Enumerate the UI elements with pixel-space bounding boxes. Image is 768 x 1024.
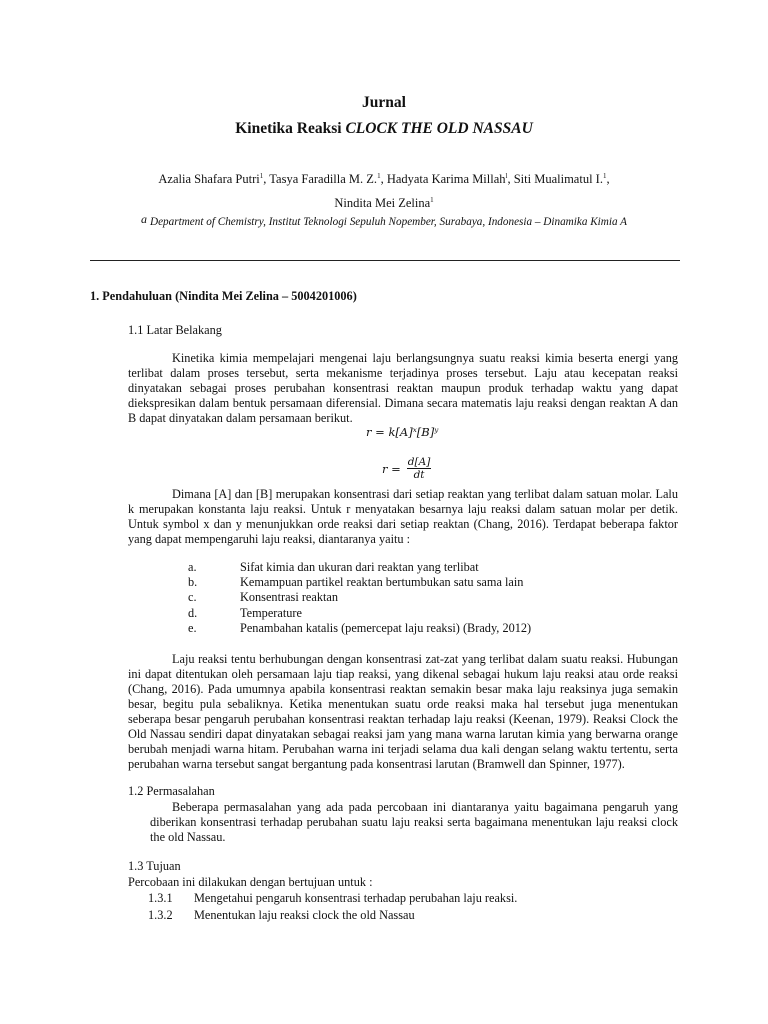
list-text: Menentukan laju reaksi clock the old Nassau xyxy=(194,908,415,923)
list-item xyxy=(148,908,517,923)
paragraph-background-2 xyxy=(128,487,678,547)
subsection-heading-objective: 1.3 Tujuan xyxy=(128,859,181,873)
paper-title xyxy=(0,120,768,138)
list-text: Konsentrasi reaktan xyxy=(240,590,338,605)
horizontal-divider xyxy=(90,260,680,261)
paragraph-problem xyxy=(150,800,678,845)
list-text: Kemampuan partikel reaktan bertumbukan satu sama lain xyxy=(240,575,524,590)
list-marker: e. xyxy=(188,620,197,635)
equation-numerator: d[A] xyxy=(407,456,431,468)
author-name: , Tasya Faradilla M. Z. xyxy=(263,172,378,187)
list-text: Sifat kimia dan ukuran dari reaktan yang terlibat xyxy=(240,560,479,574)
author-line-1 xyxy=(90,166,678,190)
list-item xyxy=(188,606,531,621)
paragraph-text: Dimana [A] dan [B] merupakan konsentrasi dari setiap reaktan yang terlibat dalam satuan molar. Lalu k merupakan konstanta laju reaksi. Untuk r menyatakan besarnya laju reaksi dalam satuan molar per detik. Untuk symbol x dan y menunjukkan orde reaksi dari setiap reaktan (Chang, 2016). Terdapat beberapa faktor yang dapat mempengaruhi laju reaksi, diantaranya yaitu : xyxy=(128,487,678,546)
list-item xyxy=(188,575,531,590)
list-text: Mengetahui pengaruh konsentrasi terhadap perubahan laju reaksi. xyxy=(194,891,518,905)
author-sup: 1 xyxy=(259,172,264,180)
factor-list xyxy=(188,560,531,636)
list-marker: 1.3.2 xyxy=(148,908,173,923)
author-sup: l xyxy=(505,172,508,180)
affiliation-text: Department of Chemistry, Institut Teknologi Sepuluh Nopember, Surabaya, Indonesia – Dinamika Kimia A xyxy=(150,216,627,228)
subsection-heading-background: 1.1 Latar Belakang xyxy=(128,323,222,337)
list-item xyxy=(188,590,531,605)
author-line-2 xyxy=(90,190,678,214)
paragraph-text: Beberapa permasalahan yang ada pada percobaan ini diantaranya yaitu bagaimana pengaruh yang diberikan konsentrasi terhadap perubahan suatu laju reaksi serta bagaimana menentukan laju reaksi clock the old Nassau. xyxy=(150,800,678,844)
paper-title-italic: CLOCK THE OLD NASSAU xyxy=(345,120,533,137)
paragraph-background-3 xyxy=(128,652,678,772)
author-sup: 1 xyxy=(602,172,607,180)
list-item xyxy=(188,621,531,636)
journal-label: Jurnal xyxy=(362,94,406,111)
author-sup: 1 xyxy=(430,196,434,205)
objective-intro: Percobaan ini dilakukan dengan bertujuan untuk : xyxy=(128,875,373,889)
list-marker: c. xyxy=(188,590,197,605)
equation-fraction xyxy=(407,456,432,481)
paragraph-text: Laju reaksi tentu berhubungan dengan konsentrasi zat-zat yang terlibat dalam suatu reaksi. Hubungan ini dapat ditentukan oleh persamaan laju tiap reaksi, yang dikenal sebagai hukum laju reaksi atau orde reaksi (Chang, 2016). Pada umumnya apabila konsentrasi reaktan semakin besar maka laju reaksinya juga semakin besar, begitu pula sebaliknya. Ketika menentukan suatu orde reaksi maka hal tersebut juga menentukan seberapa besar pengaruh perubahan konsentrasi reaktan terhadap laju reaksi (Keenan, 1979). Reaksi Clock the Old Nassau sendiri dapat dinyatakan sebagai reaksi jam yang mana warna larutan kimia yang berwarna orange berubah menjadi warna hitam. Perubahan warna ini terjadi selama dua kali dengan selang waktu tertentu, serta perubahan warna tersebut sangat bergantung pada konsentrasi larutan (Bramwell dan Spinner, 1977). xyxy=(128,652,678,771)
author-name: Azalia Shafara Putri xyxy=(158,172,260,187)
author-name: Nindita Mei Zelina xyxy=(334,196,431,211)
affiliation xyxy=(90,212,678,228)
equation-lhs: r = xyxy=(382,461,401,476)
author-sup: 1 xyxy=(377,172,381,180)
list-text: Temperature xyxy=(240,605,302,620)
author-list xyxy=(90,166,678,214)
author-name: , Hadyata Karima Millah xyxy=(380,172,506,187)
section-heading-introduction: 1. Pendahuluan (Nindita Mei Zelina – 5004201006) xyxy=(90,289,357,303)
subsection-heading-problem: 1.2 Permasalahan xyxy=(128,784,215,798)
list-marker: a. xyxy=(188,560,197,574)
author-name: , xyxy=(606,172,610,187)
list-marker: b. xyxy=(188,575,198,590)
author-name: , Siti Mualimatul I. xyxy=(507,172,603,187)
paper-title-prefix: Kinetika Reaksi xyxy=(235,120,346,137)
list-item xyxy=(148,891,517,906)
paragraph-text: Kinetika kimia mempelajari mengenai laju berlangsungnya suatu reaksi kimia beserta energi yang terlibat dalam proses tersebut, serta mekanisme terjadinya proses tersebut. Laju atau kecepatan reaksi dinyatakan sebagai proses perubahan konsentrasi reaktan maupun produk terhadap waktu yang dapat diekspresikan dalam bentuk persamaan diferensial. Dimana secara matematis laju reaksi dengan reaktan A dan B dapat dinyatakan dalam persamaan berikut. xyxy=(128,351,678,425)
list-item xyxy=(188,560,531,575)
list-marker: 1.3.1 xyxy=(148,891,173,905)
list-marker: d. xyxy=(188,605,198,620)
paragraph-background-1 xyxy=(128,351,678,426)
list-text: Penambahan katalis (pemercepat laju reaksi) (Brady, 2012) xyxy=(240,620,532,635)
affiliation-mark: a xyxy=(141,212,147,226)
rate-differential-equation xyxy=(382,456,431,481)
rate-law-equation: r = k[A]ˣ[B]ʸ xyxy=(366,425,439,439)
objective-list xyxy=(148,891,517,923)
equation-denominator: dt xyxy=(413,469,425,481)
